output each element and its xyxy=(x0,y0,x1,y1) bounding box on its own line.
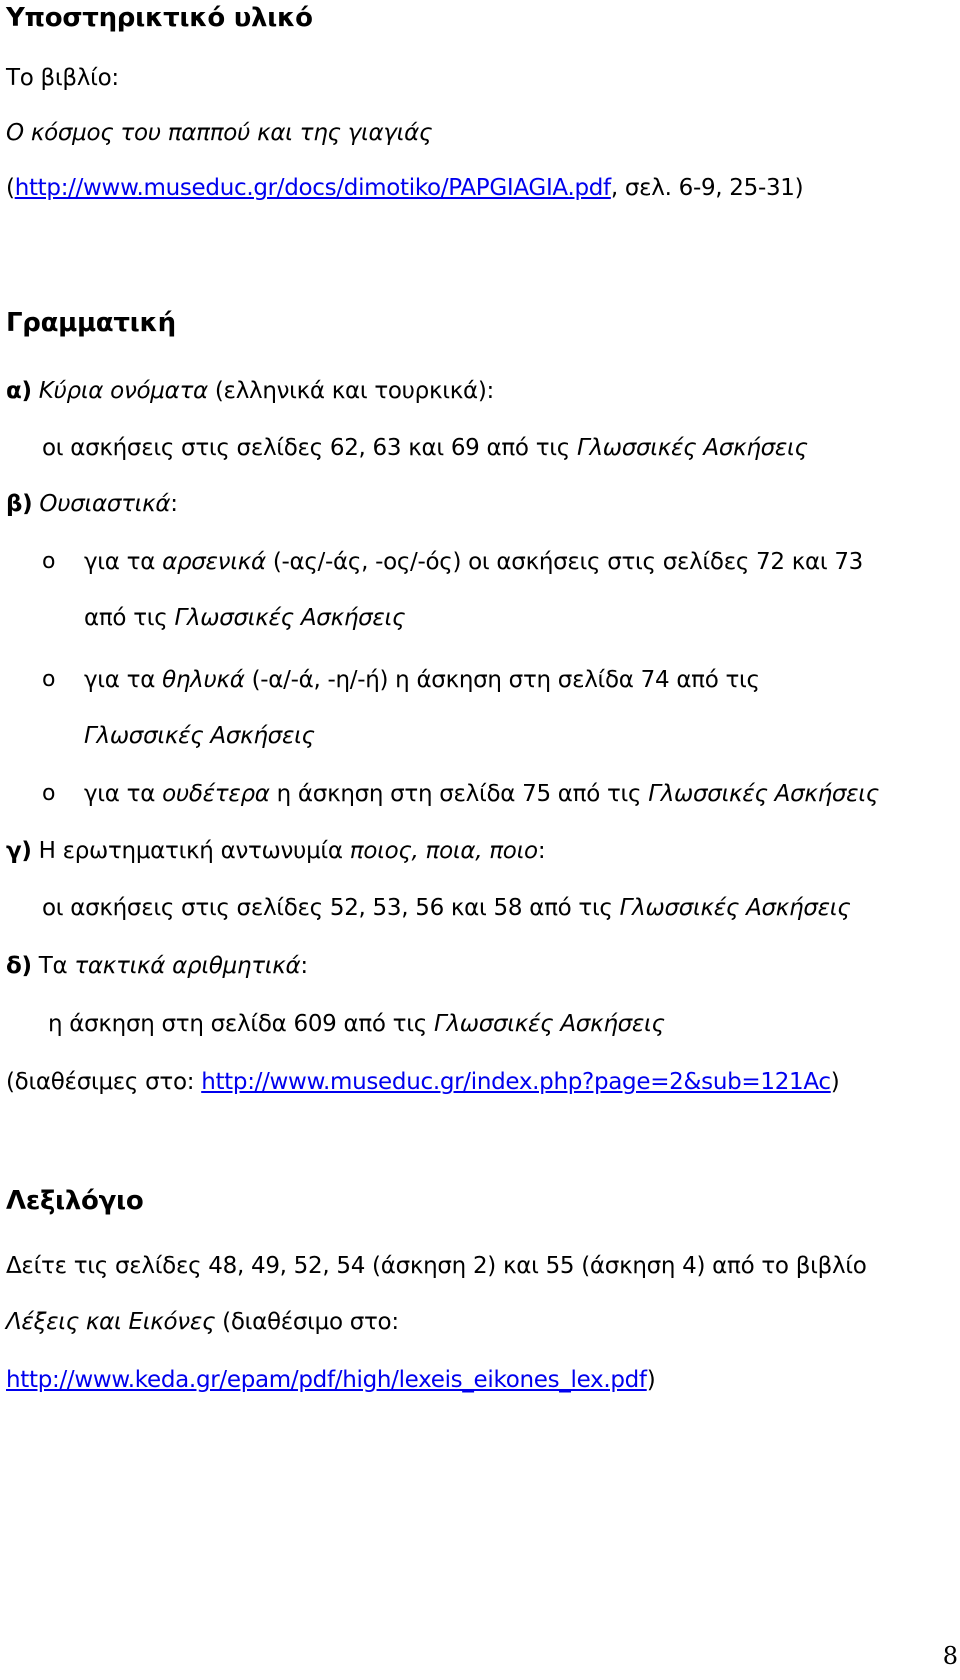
availability-line xyxy=(6,1066,839,1098)
marker-c: γ) xyxy=(6,838,32,864)
grammar-d-book: Γλωσσικές Ασκήσεις xyxy=(433,1011,665,1037)
availability-close: ) xyxy=(830,1069,840,1095)
grammar-c-rest: : xyxy=(537,838,546,864)
section-heading-grammar: Γραμματική xyxy=(6,308,176,338)
list-item-feminine xyxy=(84,664,760,696)
list-item-masculine xyxy=(84,546,863,578)
marker-a: α) xyxy=(6,378,32,404)
marker-b: β) xyxy=(6,491,33,517)
grammar-a-title xyxy=(6,375,494,407)
item1-italic: αρσενικά xyxy=(162,549,266,575)
item1-cont: από τις xyxy=(84,605,175,631)
grammar-c-line xyxy=(42,892,850,924)
list-item-masculine-cont xyxy=(84,602,405,634)
grammar-c-title xyxy=(6,835,545,867)
vocab-link-close: ) xyxy=(646,1367,656,1393)
book-link[interactable]: http://www.museduc.gr/docs/dimotiko/PAPGIAGIA.pdf xyxy=(14,175,611,201)
grammar-b-title xyxy=(6,488,178,520)
item2-rest: (-α/-ά, -η/-ή) η άσκηση στη σελίδα 74 από τις xyxy=(244,667,760,693)
nouns-label: Ουσιαστικά xyxy=(39,491,171,517)
bullet-icon: o xyxy=(42,667,56,692)
proper-nouns-label: Κύρια ονόματα xyxy=(38,378,208,404)
vocab-book-rest: (διαθέσιμο στο: xyxy=(215,1309,399,1335)
availability-pre: (διαθέσιμες στο: xyxy=(6,1069,202,1095)
vocab-line: Δείτε τις σελίδες 48, 49, 52, 54 (άσκηση 2) και 55 (άσκηση 4) από το βιβλίο xyxy=(6,1253,867,1279)
item3-rest: η άσκηση στη σελίδα 75 από τις xyxy=(269,781,649,807)
vocab-link-line xyxy=(6,1364,655,1396)
item3-italic2: Γλωσσικές Ασκήσεις xyxy=(648,781,879,807)
list-item-neuter xyxy=(84,778,879,810)
item2-italic: θηλυκά xyxy=(162,667,245,693)
book-pages: , σελ. 6-9, 25-31) xyxy=(610,175,804,201)
grammar-d-text: η άσκηση στη σελίδα 609 από τις xyxy=(48,1011,434,1037)
grammar-c-text: οι ασκήσεις στις σελίδες 52, 53, 56 και 58 από τις xyxy=(42,895,620,921)
grammar-d-title xyxy=(6,950,308,982)
grammar-d-rest: : xyxy=(300,953,308,979)
list-item-feminine-cont: Γλωσσικές Ασκήσεις xyxy=(84,723,315,749)
bullet-icon: o xyxy=(42,549,56,574)
book-title: Ο κόσμος του παππού και της γιαγιάς xyxy=(6,120,433,146)
grammar-d-pre: Τα xyxy=(31,953,75,979)
vocab-link[interactable]: http://www.keda.gr/epam/pdf/high/lexeis_eikones_lex.pdf xyxy=(6,1367,647,1393)
book-label: Το βιβλίο: xyxy=(6,65,119,91)
item3-italic: ουδέτερα xyxy=(162,781,270,807)
grammar-a-rest: (ελληνικά και τουρκικά): xyxy=(207,378,494,404)
item1-rest: (-ας/-άς, -ος/-ός) οι ασκήσεις στις σελίδες 72 και 73 xyxy=(265,549,863,575)
grammar-c-book: Γλωσσικές Ασκήσεις xyxy=(619,895,851,921)
vocab-book-title: Λέξεις και Εικόνες xyxy=(6,1309,216,1335)
grammar-d-line xyxy=(48,1008,665,1040)
pronoun-label: ποιος, ποια, ποιο xyxy=(349,838,538,864)
item2-pre: για τα xyxy=(84,667,163,693)
grammar-b-rest: : xyxy=(170,491,178,517)
grammar-a-book: Γλωσσικές Ασκήσεις xyxy=(576,435,808,461)
grammar-a-line xyxy=(42,432,808,464)
vocab-book-line xyxy=(6,1306,399,1338)
ordinals-label: τακτικά αριθμητικά xyxy=(74,953,301,979)
item1-cont-italic: Γλωσσικές Ασκήσεις xyxy=(174,605,406,631)
marker-d: δ) xyxy=(6,953,32,979)
item3-pre: για τα xyxy=(84,781,163,807)
bullet-icon: o xyxy=(42,781,56,806)
grammar-a-text: οι ασκήσεις στις σελίδες 62, 63 και 69 από τις xyxy=(42,435,577,461)
book-reference xyxy=(6,172,803,204)
page-number: 8 xyxy=(942,1642,958,1670)
section-heading-vocabulary: Λεξιλόγιο xyxy=(6,1186,144,1216)
open-paren: ( xyxy=(6,175,15,201)
availability-link[interactable]: http://www.museduc.gr/index.php?page=2&sub=121Ac xyxy=(201,1069,831,1095)
section-heading-support: Υποστηρικτικό υλικό xyxy=(6,3,313,33)
grammar-c-pre: Η ερωτηματική αντωνυμία xyxy=(31,838,350,864)
item1-pre: για τα xyxy=(84,549,163,575)
